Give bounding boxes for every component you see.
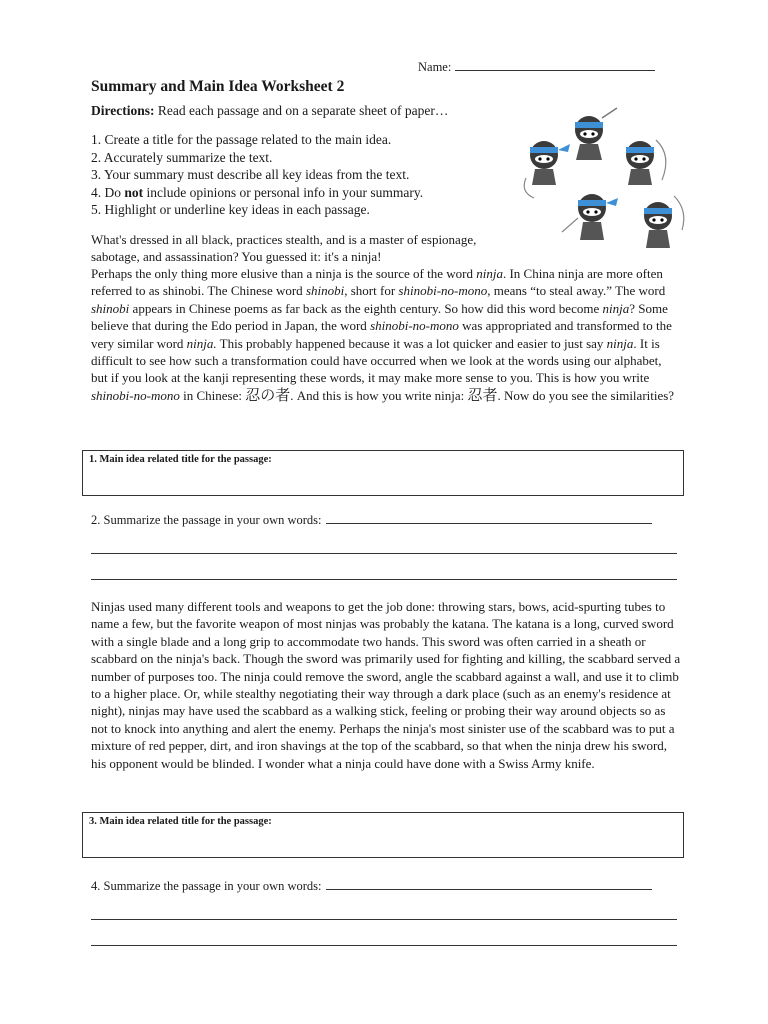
passage-text: in Chinese: [179, 387, 246, 403]
italic-term: ninja [476, 266, 503, 281]
answer-line[interactable] [91, 553, 677, 554]
ninja-icon [524, 141, 570, 198]
summary-prompt-2-label: 2. Summarize the passage in your own words: [91, 513, 322, 527]
instruction-4-emphasis: not [124, 184, 144, 200]
summary-prompt-4 [91, 877, 652, 894]
passage-text: . It is difficult to see how such a transformation could have occurred when we look at the words using our alphabet, but if you look at the kanji representing these words, it may make more sense to you. This is how you write [91, 335, 662, 386]
passage-text: . Now do you see the similarities? [497, 387, 675, 403]
ninja-icon [644, 196, 684, 248]
instruction-item: 1. Create a title for the passage related to the main idea. [91, 132, 392, 147]
directions-label: Directions: [91, 103, 155, 118]
instruction-4-end: include opinions or personal info in your summary. [143, 184, 424, 200]
kanji-ninja: 忍者 [467, 385, 498, 404]
passage-text: , means “to steal away.” The word [487, 283, 666, 299]
ninja-characters-illustration [522, 100, 692, 258]
directions [91, 103, 448, 119]
italic-term: ninja [602, 300, 630, 316]
title-answer-label-1: 1. Main idea related title for the passage: [89, 454, 272, 465]
passage-1-intro: What's dressed in all black, practices stealth, and is a master of espionage, sabotage, and assassination? You guessed it: it's a ninja! [91, 232, 477, 265]
directions-text: Read each passage and on a separate sheet of paper… [154, 103, 449, 118]
instruction-item [91, 184, 511, 202]
passage-text: appears in Chinese poems as far back as the eighth century. So how did this word become [129, 300, 603, 316]
name-label: Name: [418, 60, 452, 74]
italic-term: shinobi-no-mono [370, 318, 459, 334]
title-answer-label-3: 3. Main idea related title for the passage: [89, 816, 272, 827]
italic-term: shinobi [91, 300, 130, 316]
passage-1-body [91, 265, 681, 404]
instruction-4-start: 4. Do [91, 184, 125, 200]
name-blank[interactable] [455, 58, 655, 71]
answer-line[interactable] [91, 919, 677, 920]
italic-term: ninja [606, 335, 634, 351]
answer-line[interactable] [91, 579, 677, 580]
passage-text: , short for [344, 283, 399, 299]
passage-text: was appropriated and transformed to the very similar word [91, 318, 672, 351]
passage-text: Perhaps the only thing more elusive than a ninja is the source of the word [91, 266, 477, 281]
title-answer-box-1[interactable] [82, 450, 684, 496]
passage-text: This probably happened because it was a lot quicker and easier to just say [216, 335, 607, 351]
summary-blank-4[interactable] [326, 877, 652, 890]
passage-text: . In China ninja are more often referred to as shinobi. The Chinese word [91, 266, 663, 299]
ninja-icon [626, 140, 666, 185]
summary-prompt-4-label: 4. Summarize the passage in your own words: [91, 879, 322, 893]
italic-term: shinobi-no-mono [91, 387, 180, 403]
italic-term: shinobi-no-mono [398, 283, 488, 299]
passage-2-body: Ninjas used many different tools and weapons to get the job done: throwing stars, bows, acid-spurting tubes to name a few, but the favorite weapon of most ninjas was probably the katana. The katana is a long, curved sword with a single blade and a long grip to accommodate two hands. This sword was often carried in a sheath or scabbard on the ninja's back. Though the sword was primarily used for fighting and killing, the scabbard served a number of purposes too. The ninja could remove the sword, angle the scabbard against a wall, and use it to climb to a higher place. Or, while stealthy negotiating their way through a dark place (such as an enemy's residence at night), ninjas may have used the scabbard as a walking stick, feeling or probing their way around objects so as not to knock into anything and alert the enemy. Perhaps the ninja's most sinister use of the scabbard was to put a mixture of red pepper, dirt, and iron shavings at the top of the scabbard, so that when the ninja drew his sword, his opponent would be blinded. I wonder what a ninja could have done with a Swiss Army knife. [91, 599, 681, 771]
instructions-list [91, 131, 511, 219]
ninja-icon [562, 194, 618, 240]
answer-line[interactable] [91, 945, 677, 946]
summary-blank-2[interactable] [326, 511, 652, 524]
passage-text: . And this is how you write ninja: [290, 387, 468, 403]
passage-text: ? Some believe that during the Edo period in Japan, the word [91, 300, 668, 334]
worksheet-title: Summary and Main Idea Worksheet 2 [91, 78, 345, 95]
instruction-item: 2. Accurately summarize the text. [91, 149, 273, 165]
title-answer-box-3[interactable] [82, 812, 684, 858]
instruction-item: 3. Your summary must describe all key ideas from the text. [91, 167, 410, 183]
summary-prompt-2 [91, 511, 652, 528]
italic-term: shinobi [305, 283, 345, 299]
instruction-item: 5. Highlight or underline key ideas in each passage. [91, 202, 370, 218]
name-field-line [418, 58, 655, 75]
ninja-icon [575, 108, 617, 160]
italic-term: ninja. [186, 335, 217, 351]
kanji-shinobi-no-mono: 忍の者 [245, 385, 291, 404]
